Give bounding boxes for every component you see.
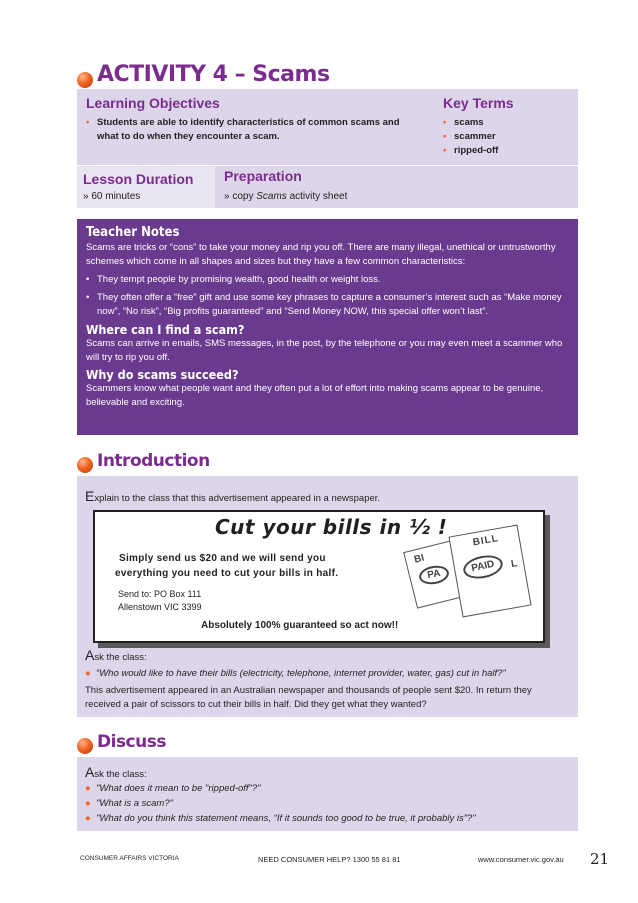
ad-send-to: Send to: PO Box 111 (118, 589, 202, 599)
orange-ball-icon (77, 738, 93, 754)
preparation-value: » copy Scams activity sheet (224, 191, 348, 202)
list-item: • Students are able to identify characteristics of common scams and what to do when they encounter a scam. (86, 116, 416, 144)
discuss-heading: Discuss (97, 732, 166, 752)
list-item: • They often offer a “free” gift and use some key phrases to capture a consumer’s interest such as “Make money now”, “No risk”, “Big profits guaranteed” and “Send Money NOW, this special offer won’t last”. (86, 291, 569, 319)
paid-stamp-partial: PA (418, 564, 451, 587)
intro-paragraph: This advertisement appeared in an Australian newspaper and thousands of people sent $20. In return they received a pair of scissors to cut their bills in half. Did they get what they wanted? (85, 685, 532, 710)
duration-panel (77, 166, 578, 208)
teacher-notes-bullets (86, 273, 569, 319)
footer-right[interactable]: www.consumer.vic.gov.au (478, 855, 564, 864)
paid-stamp: PAID (461, 552, 505, 582)
orange-ball-icon (77, 72, 93, 88)
ad-title: Cut your bills in ½ ! (215, 515, 448, 539)
orange-ball-icon (77, 457, 93, 473)
activity-title: ACTIVITY 4 – Scams (97, 62, 330, 87)
key-terms-list (443, 116, 563, 158)
footer-center: NEED CONSUMER HELP? 1300 55 81 81 (258, 855, 401, 864)
ad-guarantee: Absolutely 100% guaranteed so act now!! (201, 620, 399, 631)
ad-line-1: Simply send us $20 and we will send you (119, 553, 326, 564)
introduction-heading: Introduction (97, 451, 210, 471)
teacher-notes-heading: Teacher Notes (86, 225, 180, 240)
where-text: Scams can arrive in emails, SMS messages, in the post, by the telephone or you may even meet a scammer who will try to rip you off. (86, 338, 563, 363)
preparation-heading: Preparation (224, 168, 302, 184)
teacher-notes-panel (77, 219, 578, 435)
list-item: • They tempt people by promising wealth, good health or weight loss. (86, 273, 569, 287)
list-item: • scammer (443, 130, 563, 144)
ad-line-2: everything you need to cut your bills in half. (115, 568, 339, 579)
intro-question: ● “Who would like to have their bills (electricity, telephone, internet provider, water, gas) cut in half?” (85, 668, 506, 679)
key-terms-heading: Key Terms (443, 95, 514, 111)
lesson-duration-value: » 60 minutes (83, 191, 141, 202)
bill-paper-front: BILL L (448, 525, 531, 618)
objectives-panel (77, 89, 578, 165)
why-text: Scammers know what people want and they often put a lot of effort into making scams appear to be genuine, believable and exciting. (86, 383, 544, 408)
explain-text: Explain to the class that this advertisement appeared in a newspaper. (85, 488, 381, 504)
why-heading: Why do scams succeed? (86, 367, 239, 382)
list-item: • scams (443, 116, 563, 130)
list-item: ● "What is a scam?" (85, 798, 173, 809)
bill-paper-back: BI (403, 533, 493, 608)
teacher-notes-intro: Scams are tricks or “cons” to take your money and rip you off. There are many illegal, unethical or untrustworthy schemes which come in all shapes and sizes but they have a few common characteristics: (86, 242, 556, 267)
discuss-panel (77, 757, 578, 831)
scam-advertisement (93, 510, 545, 643)
page-number: 21 (590, 850, 610, 868)
list-item: ● "What do you think this statement means, “If it sounds too good to be true, it probably is”?" (85, 813, 476, 824)
list-item: • ripped-off (443, 144, 563, 158)
discuss-ask-label: Ask the class: (85, 764, 147, 780)
list-item: ● "What does it mean to be "ripped-off"?" (85, 783, 261, 794)
lesson-duration-heading: Lesson Duration (83, 171, 194, 187)
footer-left: CONSUMER AFFAIRS VICTORIA (80, 855, 179, 862)
learning-objectives-list (86, 116, 416, 144)
where-heading: Where can I find a scam? (86, 322, 245, 337)
intro-ask-label: Ask the class: (85, 647, 147, 663)
learning-objectives-heading: Learning Objectives (86, 95, 220, 111)
ad-address: Allenstown VIC 3399 (118, 602, 202, 612)
